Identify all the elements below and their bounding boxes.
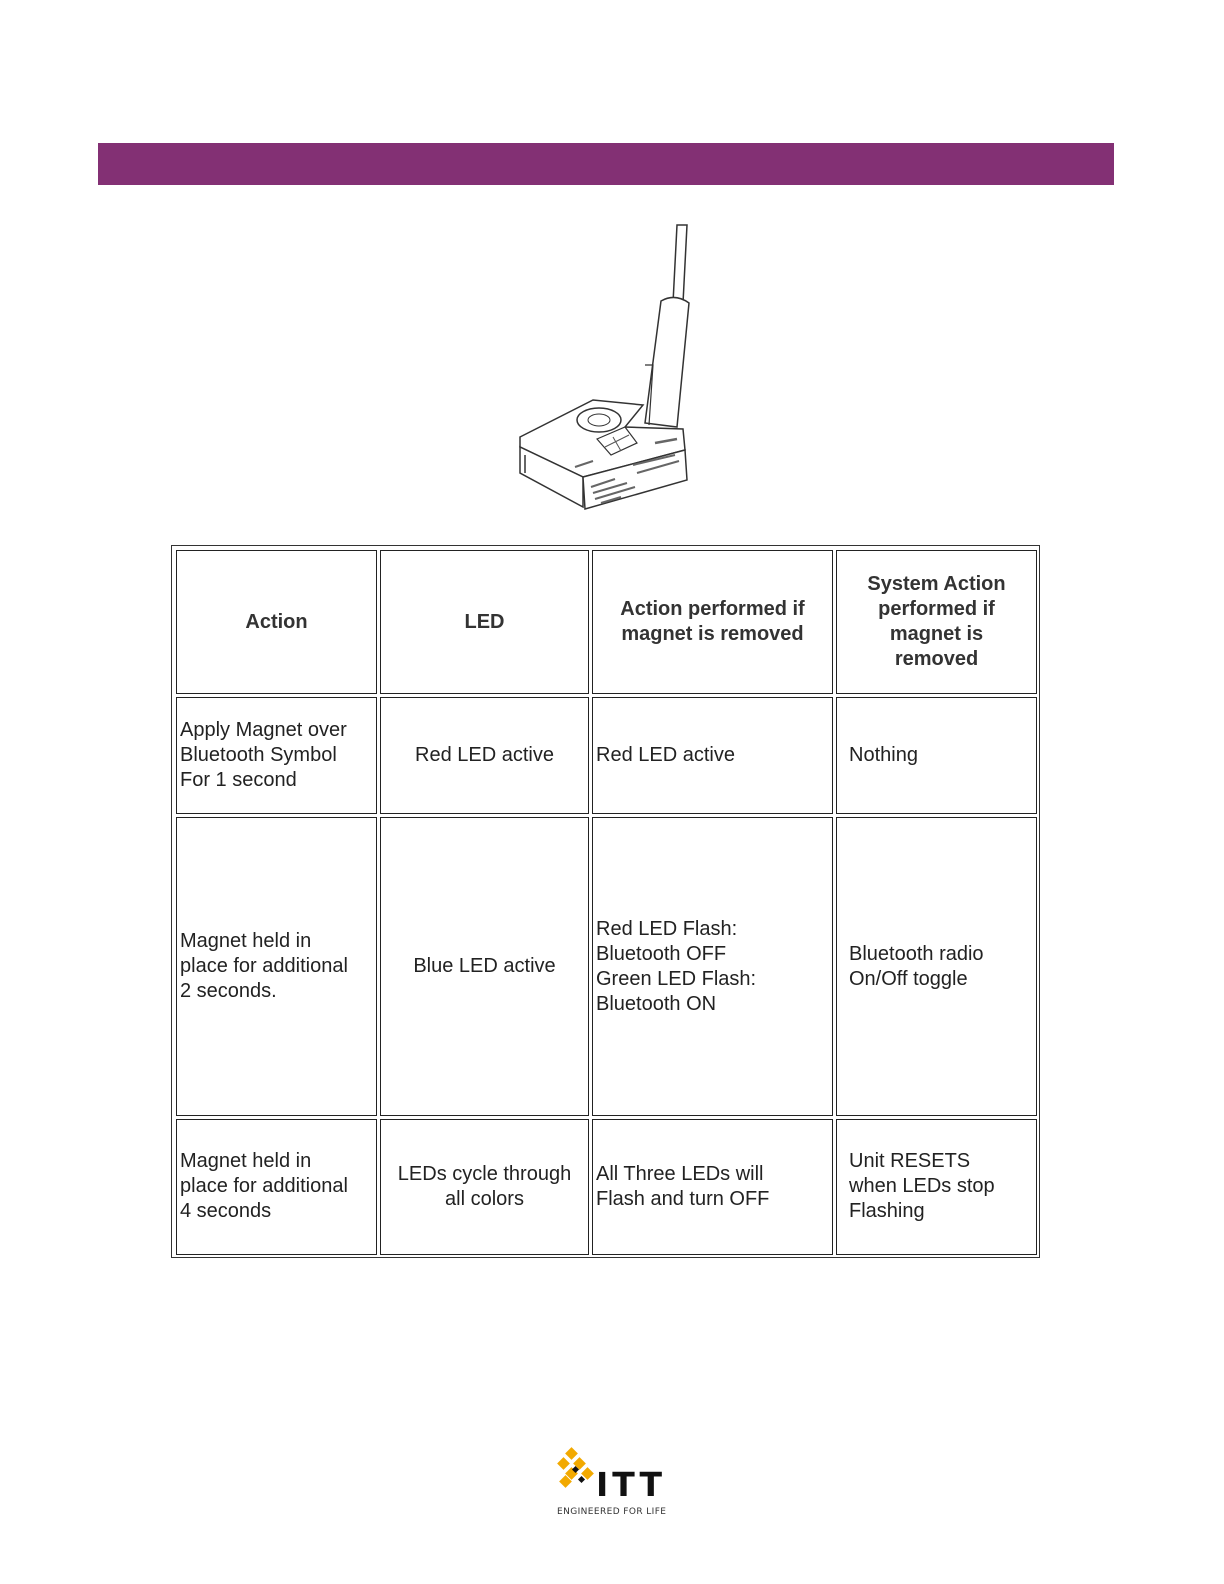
logo-name: ITT: [596, 1465, 667, 1504]
table-header-row: [176, 550, 1037, 694]
row1-action: Apply Magnet over Bluetooth Symbol For 1 second: [176, 697, 377, 814]
header-system-action: System Action performed if magnet is removed: [836, 550, 1037, 694]
row2-performed: Red LED Flash: Bluetooth OFF Green LED Flash: Bluetooth ON: [592, 817, 833, 1116]
header-led: LED: [380, 550, 589, 694]
magnet-actions-table: [173, 547, 1040, 1258]
magnet-actions-table-frame: [171, 545, 1040, 1258]
row3-system: Unit RESETS when LEDs stop Flashing: [836, 1119, 1037, 1255]
row2-led: Blue LED active: [380, 817, 589, 1116]
table-row: [176, 1119, 1037, 1255]
table-row: [176, 817, 1037, 1116]
row3-action: Magnet held in place for additional 4 seconds: [176, 1119, 377, 1255]
row3-performed: All Three LEDs will Flash and turn OFF: [592, 1119, 833, 1255]
row1-system: Nothing: [836, 697, 1037, 814]
header-action: Action: [176, 550, 377, 694]
row1-led: Red LED active: [380, 697, 589, 814]
row2-system: Bluetooth radio On/Off toggle: [836, 817, 1037, 1116]
row3-led: LEDs cycle through all colors: [380, 1119, 589, 1255]
header-action-performed: Action performed if magnet is removed: [592, 550, 833, 694]
table-row: [176, 697, 1037, 814]
row1-performed: Red LED active: [592, 697, 833, 814]
magnet-device-illustration: [505, 215, 705, 515]
header-band: [98, 143, 1114, 185]
row2-action: Magnet held in place for additional 2 seconds.: [176, 817, 377, 1116]
logo-tagline: ENGINEERED FOR LIFE: [557, 1507, 667, 1517]
